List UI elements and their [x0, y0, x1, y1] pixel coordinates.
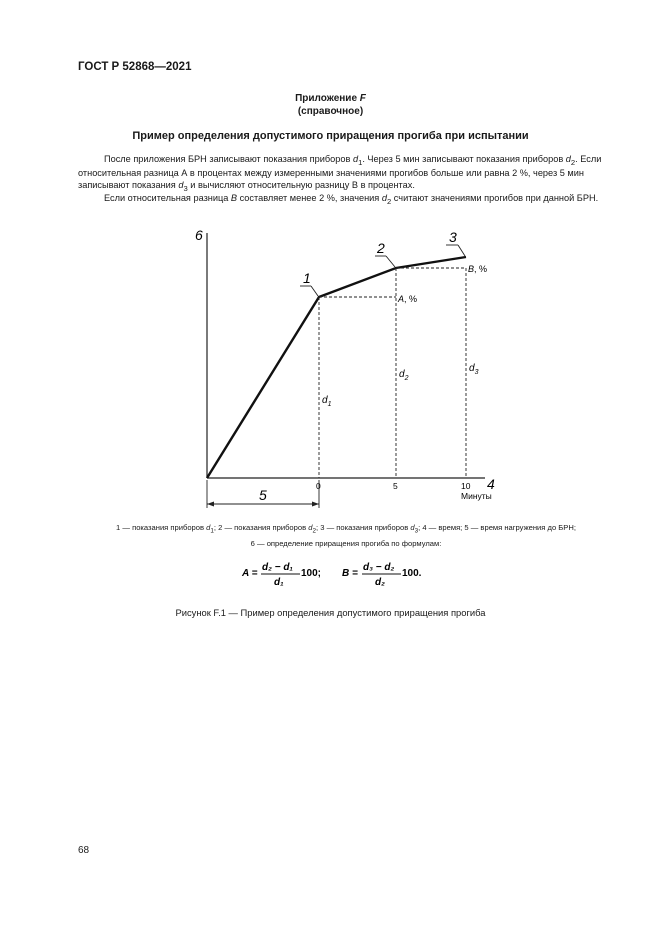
annot-B: B, % [468, 264, 488, 274]
formula-B-den: d₂ [375, 577, 385, 588]
appendix-title: Приложение F [295, 93, 366, 104]
formula-B-lhs: B = [342, 568, 358, 579]
label-2: 2 [377, 240, 385, 256]
formula-B-tail: 100. [402, 568, 422, 579]
paragraph-2: Если относительная разница B составляет менее 2 %, значения $d_2$ считают значениями прогибов при данной БРН. [104, 193, 599, 206]
formula-A-tail: 100; [301, 568, 322, 579]
annot-A: A, % [398, 294, 418, 304]
page-number: 68 [78, 845, 90, 856]
label-5: 5 [259, 487, 267, 503]
tick-0: 0 [316, 481, 321, 491]
leader-1b [311, 286, 318, 296]
label-4: 4 [487, 476, 495, 492]
dim-arrow-left [207, 502, 214, 507]
figure-caption: Рисунок F.1 — Пример определения допустимого приращения прогиба [175, 607, 486, 618]
annot-d2: $d_2$ [399, 369, 409, 382]
tick-5: 5 [393, 481, 398, 491]
formula-B-num: d₃ − d₂ [363, 562, 395, 573]
formula-A-den: d₁ [274, 577, 284, 588]
formula [230, 555, 440, 591]
leader-2b [386, 256, 395, 267]
label-1: 1 [303, 270, 311, 286]
paragraph-1: После приложения БРН записывают показания приборов $d_1$. Через 5 мин записывают показания приборов $d_2$. Если относительная разница А в процентах между измеренными значениями прогибов больше или равна 2 %, через 5 мин записывают показания $d_3$ и вычисляют относительную разницу В в процентах. [78, 154, 602, 193]
label-3: 3 [449, 229, 457, 245]
formula-A-num: d₂ − d₁ [262, 562, 293, 573]
formula-A-lhs: A = [242, 568, 258, 579]
leader-3b [458, 245, 465, 256]
x-axis-label: Минуты [461, 491, 492, 501]
tick-10: 10 [461, 481, 471, 491]
appendix-note: (справочное) [297, 106, 364, 117]
label-6: 6 [195, 227, 203, 243]
annot-d1: $d_1$ [322, 395, 332, 408]
document-header: ГОСТ Р 52868—2021 [78, 61, 192, 73]
section-title: Пример определения допустимого приращения прогиба при испытании [132, 130, 529, 142]
annot-d3: $d_3$ [469, 363, 479, 376]
dim-arrow-right [312, 502, 319, 507]
deflection-curve [207, 257, 466, 478]
figure-legend: 1 — показания приборов $d_1$; 2 — показания приборов $d_2$; 3 — показания приборов $d_3$; 4 — время; 5 — время нагружения до БРН; 6 — определение приращения прогиба по формулам: [116, 523, 576, 548]
